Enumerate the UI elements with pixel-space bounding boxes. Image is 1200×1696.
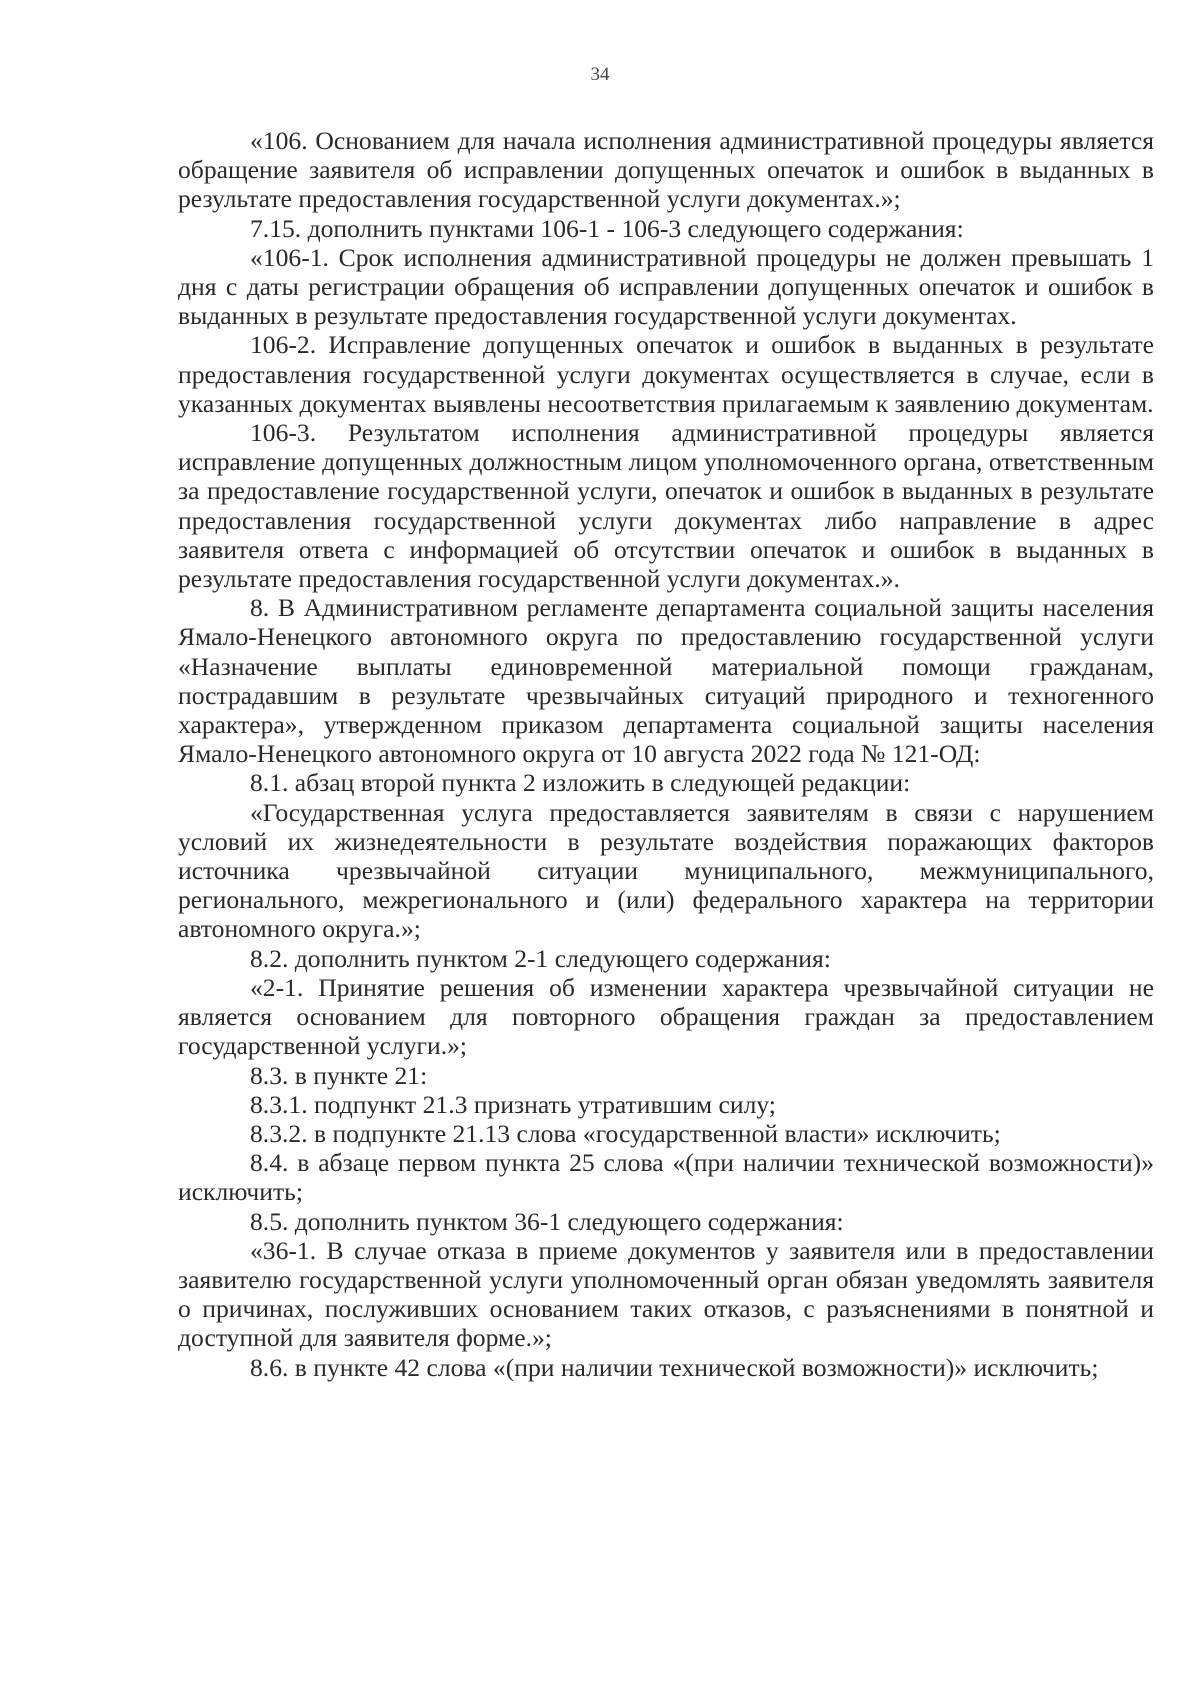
paragraph-2-1: «2-1. Принятие решения об изменении характера чрезвычайной ситуации не является основанием для повторного обращения граждан за предоставлением государственной услуги.»; [178, 972, 1154, 1061]
paragraph-8-2: 8.2. дополнить пунктом 2-1 следующего содержания: [250, 943, 831, 973]
paragraph-8: 8. В Административном регламенте департамента социальной защиты населения Ямало-Ненецкого автономного округа по предоставлению государственной услуги «Назначение выплаты единовременной материальной помощи гражданам, пострадавшим в результате чрезвычайных ситуаций природного и техногенного характера», утвержденном приказом департамента социальной защиты населения Ямало-Ненецкого автономного округа от 10 августа 2022 года № 121-ОД: [178, 593, 1154, 769]
paragraph-36-1: «36-1. В случае отказа в приеме документов у заявителя или в предоставлении заявителю государственной услуги уполномоченный орган обязан уведомлять заявителя о причинах, послуживших основанием таких отказов, с разъяснениями в понятной и доступной для заявителя форме.»; [178, 1235, 1154, 1353]
paragraph-106-3: 106-3. Результатом исполнения административной процедуры является исправление допущенных должностным лицом уполномоченного органа, ответственным за предоставление государственной услуги, опечаток и ошибок в выданных в результате предоставления государственной услуги документах либо направление в адрес заявителя ответа с информацией об отсутствии опечаток и ошибок в выданных в результате предоставления государственной услуги документах.». [178, 418, 1154, 594]
paragraph-8-5: 8.5. дополнить пунктом 36-1 следующего содержания: [250, 1206, 844, 1236]
paragraph-106: «106. Основанием для начала исполнения административной процедуры является обращение заявителя об исправлении допущенных опечаток и ошибок в выданных в результате предоставления государственной услуги документах.»; [178, 126, 1154, 214]
paragraph-8-4: 8.4. в абзаце первом пункта 25 слова «(при наличии технической возможности)» исключить; [178, 1148, 1154, 1207]
paragraph-106-2: 106-2. Исправление допущенных опечаток и ошибок в выданных в результате предоставления государственной услуги документах осуществляется в случае, если в указанных документах выявлены несоответствия прилагаемым к заявлению документам. [178, 330, 1154, 418]
paragraph-106-1: «106-1. Срок исполнения административной процедуры не должен превышать 1 дня с даты регистрации обращения об исправлении допущенных опечаток и ошибок в выданных в результате предоставления государственной услуги документах. [178, 242, 1154, 331]
paragraph-8-6: 8.6. в пункте 42 слова «(при наличии технической возможности)» исключить; [250, 1352, 1099, 1382]
paragraph-8-1-text: «Государственная услуга предоставляется заявителям в связи с нарушением условий их жизнедеятельности в результате воздействия поражающих факторов источника чрезвычайной ситуации муниципального, межмуниципального, регионального, межрегионального и (или) федерального характера на территории автономного округа.»; [178, 797, 1154, 944]
page-number: 34 [590, 64, 610, 85]
paragraph-8-3-1: 8.3.1. подпункт 21.3 признать утратившим силу; [250, 1089, 776, 1119]
paragraph-8-3: 8.3. в пункте 21: [250, 1060, 428, 1090]
document-body [178, 126, 1154, 1382]
paragraph-7-15: 7.15. дополнить пунктами 106-1 - 106-3 следующего содержания: [250, 213, 964, 243]
paragraph-8-3-2: 8.3.2. в подпункте 21.13 слова «государственной власти» исключить; [250, 1118, 1001, 1148]
paragraph-8-1: 8.1. абзац второй пункта 2 изложить в следующей редакции: [250, 768, 911, 798]
